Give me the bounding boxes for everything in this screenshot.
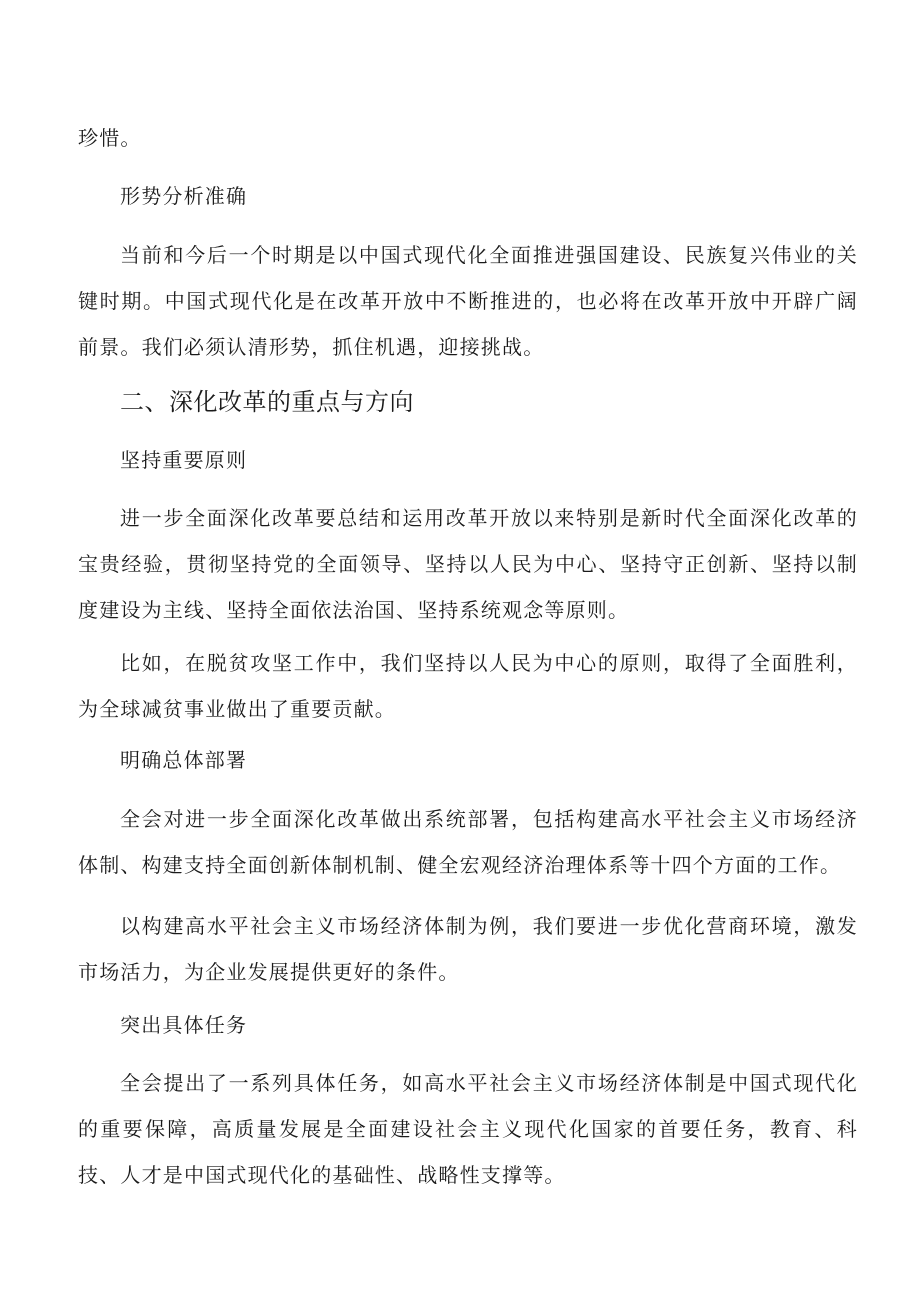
paragraph: 以构建高水平社会主义市场经济体制为例，我们要进一步优化营商环境，激发市场活力，为企业发展提供更好的条件。 [78, 914, 858, 984]
paragraph: 全会提出了一系列具体任务，如高水平社会主义市场经济体制是中国式现代化的重要保障，高质量发展是全面建设社会主义现代化国家的首要任务，教育、科技、人才是中国式现代化的基础性、战略性支撑等。 [78, 1071, 858, 1187]
paragraph: 进一步全面深化改革要总结和运用改革开放以来特别是新时代全面深化改革的宝贵经验，贯彻坚持党的全面领导、坚持以人民为中心、坚持守正创新、坚持以制度建设为主线、坚持全面依法治国、坚持系统观念等原则。 [78, 506, 858, 622]
subheading-specific-tasks: 突出具体任务 [120, 1013, 248, 1037]
section-heading: 二、深化改革的重点与方向 [120, 388, 414, 416]
paragraph-continuation: 珍惜。 [78, 126, 142, 150]
paragraph: 比如，在脱贫攻坚工作中，我们坚持以人民为中心的原则，取得了全面胜利，为全球减贫事业做出了重要贡献。 [78, 651, 858, 721]
subheading-overall-deployment: 明确总体部署 [120, 748, 248, 772]
subheading-principles: 坚持重要原则 [120, 448, 248, 472]
paragraph: 当前和今后一个时期是以中国式现代化全面推进强国建设、民族复兴伟业的关键时期。中国式现代化是在改革开放中不断推进的，也必将在改革开放中开辟广阔前景。我们必须认清形势，抓住机遇，迎接挑战。 [78, 243, 858, 359]
subheading-situation-analysis: 形势分析准确 [120, 184, 248, 208]
paragraph: 全会对进一步全面深化改革做出系统部署，包括构建高水平社会主义市场经济体制、构建支持全面创新体制机制、健全宏观经济治理体系等十四个方面的工作。 [78, 807, 858, 877]
